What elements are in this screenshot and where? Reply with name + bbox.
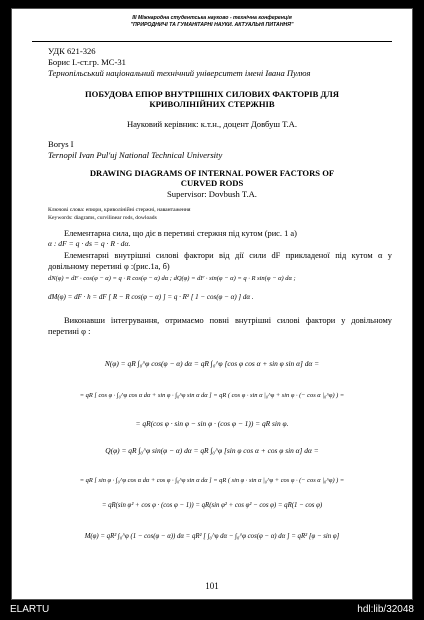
page-number: 101 bbox=[205, 581, 219, 591]
affiliation-en: Ternopil Ivan Pul'uj National Technical University bbox=[48, 150, 223, 160]
paragraph-1: Елементарна сила, що діє в перетині стержня під кутом (рис. 1 а) bbox=[64, 229, 297, 238]
header-line-2: "ПРИРОДНИЧІ ТА ГУМАНІТАРНІ НАУКИ. АКТУАЛЬНІ ПИТАННЯ" bbox=[130, 22, 294, 28]
equation-dM: dM(φ) = dF · h = dF [ R − R cos(φ − α) ] = q · R² [ 1 − cos(φ − α) ] dα . bbox=[48, 293, 254, 301]
affiliation-ua: Тернопільський національний технічний університет імені Івана Пулюя bbox=[48, 68, 311, 78]
footer-handle: hdl:lib/32048 bbox=[357, 604, 414, 615]
paragraph-3: Виконавши інтегрування, отримаємо повні внутрішні силові фактори у довільному перетині φ : bbox=[48, 316, 392, 336]
title-ua-line-2: КРИВОЛІНІЙНИХ СТЕРЖНІВ bbox=[149, 99, 275, 109]
equation-N-3: = qR(cos φ · sin φ − sin φ · (cos φ − 1)) = qR sin φ. bbox=[135, 419, 289, 428]
udc-code: УДК 621-326 bbox=[48, 46, 96, 56]
supervisor-en: Supervisor: Dovbush T.A. bbox=[167, 189, 257, 199]
equation-elementary-force: α : dF = q · ds = q · R · dα. bbox=[48, 239, 131, 248]
equation-Q-1: Q(φ) = qR ∫₀^φ sin(φ − α) dα = qR ∫₀^φ [sin φ cos α + cos φ sin α] dα = bbox=[105, 446, 319, 455]
document-page bbox=[11, 8, 413, 600]
keywords-en: Keywords: diagrams, curvilinear rods, dowloads bbox=[48, 215, 157, 221]
equation-Q-2: = qR [ sin φ · ∫₀^φ cos α dα + cos φ · ∫₀^φ sin α dα ] = qR ( sin φ · sin α |₀^φ + cos φ · (− cos α |₀^φ) ) = bbox=[79, 477, 345, 484]
footer-repository-name: ELARTU bbox=[10, 604, 50, 615]
author-en: Borys I bbox=[48, 139, 74, 149]
equation-N-1: N(φ) = qR ∫₀^φ cos(φ − α) dα = qR ∫₀^φ [cos φ cos α + sin φ sin α] dα = bbox=[104, 359, 320, 368]
title-en-line-2: CURVED RODS bbox=[180, 178, 244, 188]
keywords-ua: Ключові слова: епюри, криволінійні стержні, навантаження bbox=[48, 207, 191, 213]
title-en-line-1: DRAWING DIAGRAMS OF INTERNAL POWER FACTORS OF bbox=[89, 168, 335, 178]
supervisor-ua: Науковий керівник: к.т.н., доцент Довбуш Т.А. bbox=[126, 119, 298, 129]
paragraph-2: Елементарні внутрішні силові фактори від дії сили dF прикладеної під кутом α у довільному перетині φ :(рис.1а, б) bbox=[48, 251, 392, 271]
equation-dN-dQ: dN(φ) = dF · cos(φ − α) = q · R cos(φ − α) dα ; dQ(φ) = dF · sin(φ − α) = q · R sin(φ − α) dα ; bbox=[48, 275, 296, 282]
conference-header bbox=[32, 15, 392, 42]
header-line-1: ІІІ Міжнародна студентська науково - технічна конференція bbox=[132, 15, 292, 21]
title-ua-line-1: ПОБУДОВА ЕПЮР ВНУТРІШНІХ СИЛОВИХ ФАКТОРІВ ДЛЯ bbox=[84, 89, 339, 99]
equation-Q-3: = qR(sin φ² + cos φ · (cos φ − 1)) = qR(sin φ² + cos φ² − cos φ) = qR(1 − cos φ) bbox=[101, 502, 323, 509]
author-ua: Борис І.-ст.гр. МС-31 bbox=[48, 57, 126, 67]
equation-N-2: = qR [ cos φ · ∫₀^φ cos α dα + sin φ · ∫₀^φ sin α dα ] = qR ( cos φ · sin α |₀^φ + sin φ · (− cos α |₀^φ) ) = bbox=[79, 392, 345, 399]
equation-M: M(φ) = qR² ∫₀^φ (1 − cos(φ − α)) dα = qR² [ ∫₀^φ dα − ∫₀^φ cos(φ − α) dα ] = qR² [φ − sin φ] bbox=[84, 533, 340, 540]
